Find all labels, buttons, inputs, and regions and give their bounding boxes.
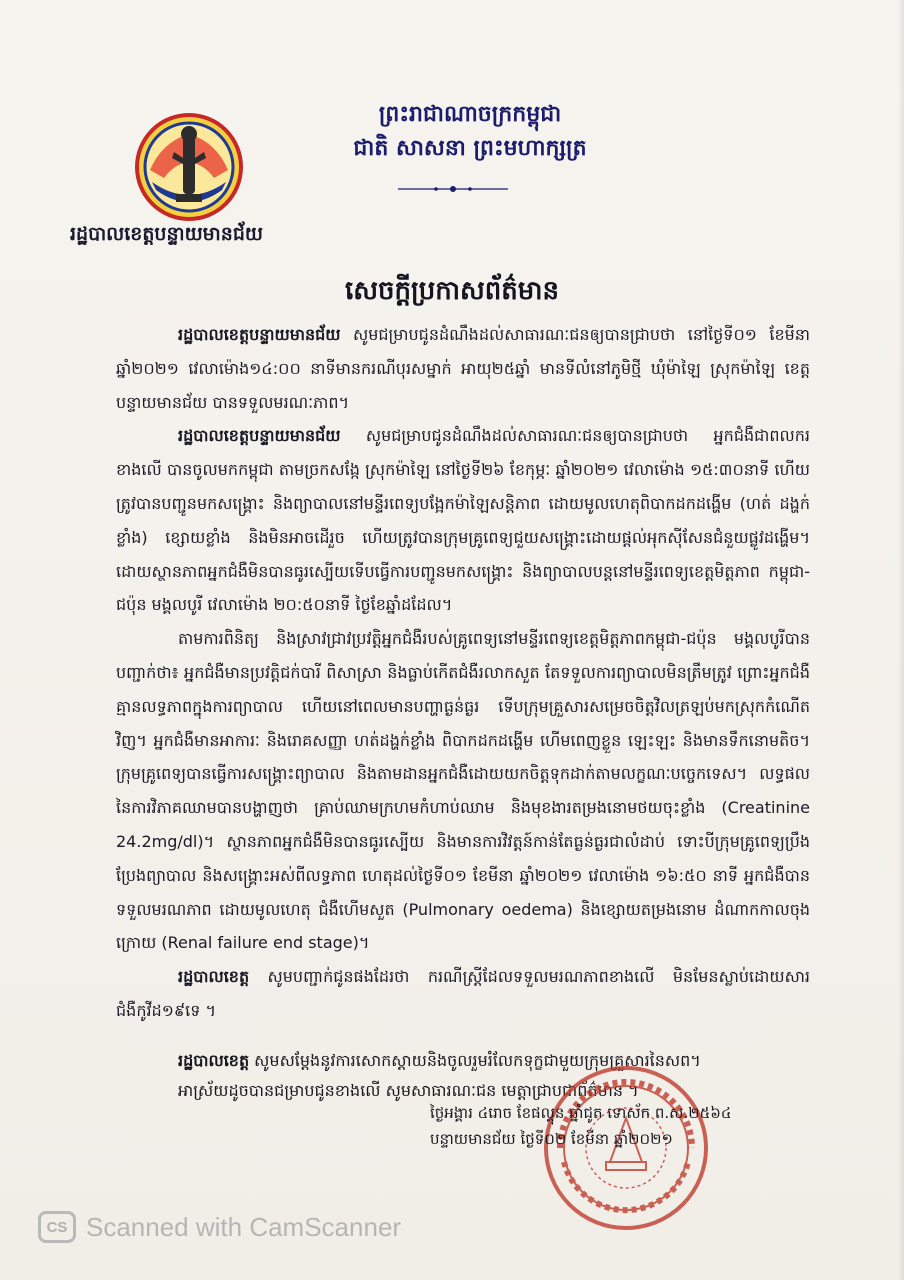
- issuing-authority-name: រដ្ឋបាលខេត្តបន្ទាយមានជ័យ: [70, 223, 263, 245]
- lunar-date: ថ្ងៃអង្គារ ៤រោច ខែផល្គុន ឆ្នាំជូត ទោស័ក ព.ស.២៥៦៤: [430, 1104, 732, 1122]
- date-block: [430, 1100, 810, 1152]
- page-edge-shadow: [898, 0, 904, 1280]
- paragraph-2: [116, 419, 810, 622]
- notice-line: អាស្រ័យដូចបានជម្រាបជូនខាងលើ សូមសាធារណៈជន មេត្តាជ្រាបជាព័ត៌មាន ។: [178, 1081, 639, 1100]
- paragraph-1: [116, 318, 810, 419]
- paragraph-text: សូមបញ្ជាក់ជូនផងដែរថា ករណីស្ត្រីដែលទទួលមរណភាពខាងលើ មិនមែនស្លាប់ដោយសារជំងឺកូវីដ១៩ទេ ។: [116, 967, 810, 1020]
- paragraph-lead: រដ្ឋបាលខេត្ត: [178, 967, 250, 987]
- solar-date: បន្ទាយមានជ័យ ថ្ងៃទី០២ ខែមីនា ឆ្នាំ២០២១: [430, 1130, 673, 1148]
- national-motto: ជាតិ សាសនា ព្រះមហាក្សត្រ: [353, 136, 587, 161]
- paragraph-text: សូមជម្រាបជូនដំណឹងដល់សាធារណៈជនឲ្យបានជ្រាបថា នៅថ្ងៃទី០១ ខែមីនា ឆ្នាំ២០២១ វេលាម៉ោង១៤:០០ នាទីមានករណីបុរសម្នាក់ អាយុ២៥ឆ្នាំ មានទីលំនៅភូមិថ្មី ឃុំម៉ាឡៃ ស្រុកម៉ាឡៃ ខេត្តបន្ទាយមានជ័យ បានទទួលមរណៈភាព។: [116, 325, 810, 412]
- document-title: សេចក្ដីប្រកាសព័ត៌មាន: [344, 276, 560, 306]
- paragraph-3: [116, 622, 810, 960]
- document-body: [116, 318, 810, 1028]
- ornamental-divider: [398, 184, 508, 194]
- provincial-seal-icon: [134, 112, 244, 222]
- paragraph-lead: រដ្ឋបាលខេត្តបន្ទាយមានជ័យ: [178, 325, 341, 344]
- paragraph-text: សូមជម្រាបជូនដំណឹងដល់សាធារណៈជនឲ្យបានជ្រាបថា អ្នកជំងឺជាពលករខាងលើ បានចូលមកកម្ពុជា តាមច្រកសង្កែ ស្រុកម៉ាឡៃ នៅថ្ងៃទី២៦ ខែកុម្ភៈ ឆ្នាំ២០២១ វេលាម៉ោង ១៥:៣០នាទី ហើយត្រូវបានបញ្ជូនមកសង្គ្រោះ និងព្យាបាលនៅមន្ទីរពេទ្យបង្អែកម៉ាឡៃសន្តិភាព ដោយមូលហេតុពិបាកដកដង្ហើម (ហត់ ដង្ហក់ខ្លាំង) ខ្សោយខ្លាំង និងមិនអាចដើរួច ហើយត្រូវបានក្រុមគ្រូពេទ្យជួយសង្គ្រោះដោយផ្ដល់អុកស៊ីសែនជំនួយផ្លូវដង្ហើម។ ដោយស្ថានភាពអ្នកជំងឺមិនបានធូរស្បើយទើបធ្វើការបញ្ជូនមកសង្គ្រោះ និងព្យាបាលបន្តនៅមន្ទីរពេទ្យខេត្តមិត្តភាព កម្ពុជា-ជប៉ុន មង្គលបូរី វេលាម៉ោង ២០:៥០នាទី ថ្ងៃខែឆ្នាំដដែល។: [116, 426, 811, 615]
- condolence-lead: រដ្ឋបាលខេត្ត: [178, 1051, 250, 1070]
- paragraph-4: [116, 960, 810, 1028]
- paragraph-lead: រដ្ឋបាលខេត្តបន្ទាយមានជ័យ: [178, 426, 341, 446]
- watermark-text: Scanned with CamScanner: [86, 1211, 402, 1242]
- condolence-text: សូមសម្ដែងនូវការសោកស្ដាយនិងចូលរួមរំលែកទុក្ខជាមួយក្រុមគ្រួសារនៃសព។: [249, 1051, 701, 1070]
- kingdom-heading: ព្រះរាជាណាចក្រកម្ពុជា: [378, 102, 562, 127]
- camscanner-logo-icon: CS: [38, 1211, 76, 1243]
- paragraph-text: តាមការពិនិត្យ និងស្រាវជ្រាវប្រវត្តិអ្នកជំងឺរបស់គ្រូពេទ្យនៅមន្ទីរពេទ្យខេត្តមិត្តភាពកម្ពុជា-ជប៉ុន មង្គលបូរីបានបញ្ជាក់ថា៖ អ្នកជំងឺមានប្រវត្តិជក់បារី ពិសាស្រា និងធ្លាប់កើតជំងឺរលាកសួត តែទទួលការព្យាបាលមិនត្រឹមត្រូវ ព្រោះអ្នកជំងឺគ្មានលទ្ធភាពក្នុងការព្យាបាល ហើយនៅពេលមានបញ្ហាធ្ងន់ធ្ងរ ទើបក្រុមគ្រួសារសម្រេចចិត្តវិលត្រឡប់មកស្រុកកំណើតវិញ។ អ្នកជំងឺមានអាការៈ និងរោគសញ្ញា ហត់ដង្ហក់ខ្លាំង ពិបាកដកដង្ហើម ហើមពេញខ្លួន ឡេះឡះ និងមានទឹកនោមតិច។ ក្រុមគ្រូពេទ្យបានធ្វើការសង្គ្រោះព្យាបាល និងតាមដានអ្នកជំងឺដោយយកចិត្តទុកដាក់តាមលក្ខណៈបច្ចេកទេស។ លទ្ធផលនៃការវិភាគឈាមបានបង្ហាញថា គ្រាប់ឈាមក្រហមកំហាប់ឈាម និងមុខងារតម្រងនោមថយចុះខ្លាំង (Creatinine 24.2mg/dl)។ ស្ថានភាពអ្នកជំងឺមិនបានធូរស្បើយ និងមានការវិវត្តន៍កាន់តែធ្ងន់ធ្ងរជាលំដាប់ ទោះបីក្រុមគ្រូពេទ្យប្រឹងប្រែងព្យាបាល និងសង្គ្រោះអស់ពីលទ្ធភាព ហេតុដល់ថ្ងៃទី០១ ខែមីនា ឆ្នាំ២០២១ វេលាម៉ោង ១៦:៥០ នាទី អ្នកជំងឺបានទទួលមរណភាព ដោយមូលហេតុ ជំងឺហើមសួត (Pulmonary oedema) និងខ្សោយតម្រងនោម ដំណាកកាលចុងក្រោយ (Renal failure end stage)។: [116, 629, 810, 953]
- scanner-watermark: [38, 1207, 401, 1247]
